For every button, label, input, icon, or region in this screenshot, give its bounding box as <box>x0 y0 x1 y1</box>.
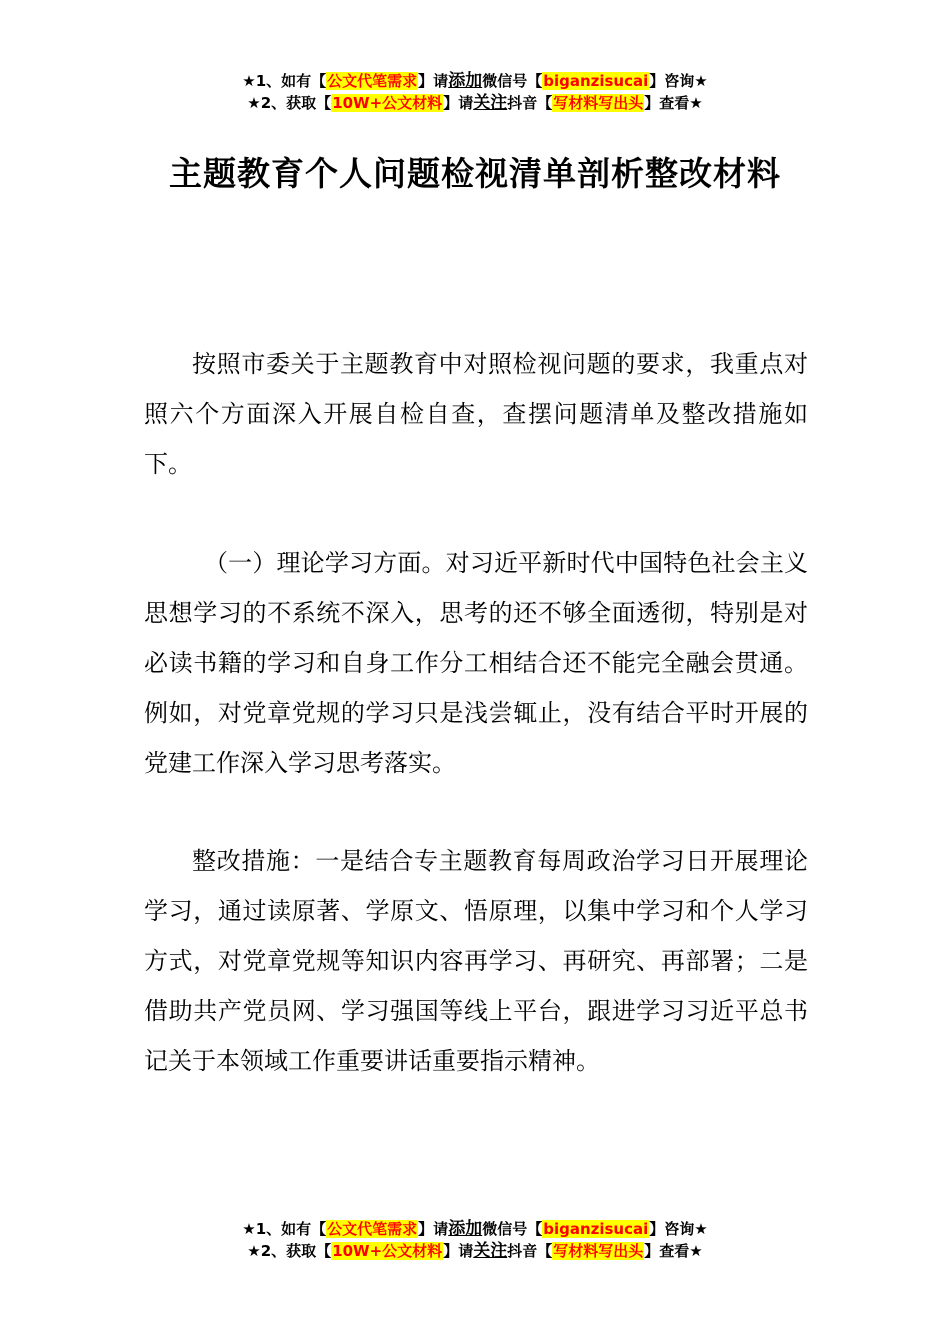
promo-douyin-id: 写材料写出头 <box>553 1242 644 1260</box>
footer-promo-line-2 <box>0 1240 950 1262</box>
paragraph-intro: 按照市委关于主题教育中对照检视问题的要求，我重点对照六个方面深入开展自检自查，查摆问题清单及整改措施如下。 <box>144 350 808 478</box>
promo-highlight: 公文代笔需求 <box>327 1220 418 1238</box>
promo-underlined: 添加 <box>448 1219 483 1239</box>
promo-underlined: 关注 <box>473 93 508 113</box>
header-promo-line-1 <box>0 70 950 92</box>
promo-text: ★2、获取【 <box>247 1242 332 1260</box>
promo-text: 抖音【 <box>507 94 553 112</box>
paragraph-theory-study: （一）理论学习方面。对习近平新时代中国特色社会主义思想学习的不系统不深入，思考的还不够全面透彻，特别是对必读书籍的学习和自身工作分工相结合还不能完全融会贯通。例如，对党章党规的学习只是浅尝辄止，没有结合平时开展的党建工作深入学习思考落实。 <box>144 549 808 777</box>
promo-highlight: 10W+公文材料 <box>332 1242 443 1260</box>
promo-text: 】请 <box>418 72 449 90</box>
header-promo <box>0 70 950 114</box>
promo-text: 】咨询★ <box>649 72 708 90</box>
promo-text: 微信号【 <box>482 1220 543 1238</box>
paragraph-rectification-measures: 整改措施：一是结合专主题教育每周政治学习日开展理论学习，通过读原著、学原文、悟原理，以集中学习和个人学习方式，对党章党规等知识内容再学习、再研究、再部署；二是借助共产党员网、学习强国等线上平台，跟进学习习近平总书记关于本领域工作重要讲话重要指示精神。 <box>144 847 808 1075</box>
promo-text: 抖音【 <box>507 1242 553 1260</box>
promo-text: ★1、如有【 <box>242 1220 327 1238</box>
promo-wechat-id: biganzisucai <box>543 72 649 90</box>
promo-text: 】请 <box>418 1220 449 1238</box>
promo-highlight: 公文代笔需求 <box>327 72 418 90</box>
promo-text: ★1、如有【 <box>242 72 327 90</box>
promo-text: 】请 <box>443 94 474 112</box>
promo-text: 】查看★ <box>644 1242 703 1260</box>
promo-text: 微信号【 <box>482 72 543 90</box>
promo-highlight: 10W+公文材料 <box>332 94 443 112</box>
promo-underlined: 添加 <box>448 71 483 91</box>
promo-text: ★2、获取【 <box>247 94 332 112</box>
document-title: 主题教育个人问题检视清单剖析整改材料 <box>169 154 781 193</box>
promo-text: 】咨询★ <box>649 1220 708 1238</box>
promo-wechat-id: biganzisucai <box>543 1220 649 1238</box>
promo-underlined: 关注 <box>473 1241 508 1261</box>
header-promo-line-2 <box>0 92 950 114</box>
promo-text: 】请 <box>443 1242 474 1260</box>
footer-promo <box>0 1218 950 1262</box>
footer-promo-line-1 <box>0 1218 950 1240</box>
promo-douyin-id: 写材料写出头 <box>553 94 644 112</box>
promo-text: 】查看★ <box>644 94 703 112</box>
